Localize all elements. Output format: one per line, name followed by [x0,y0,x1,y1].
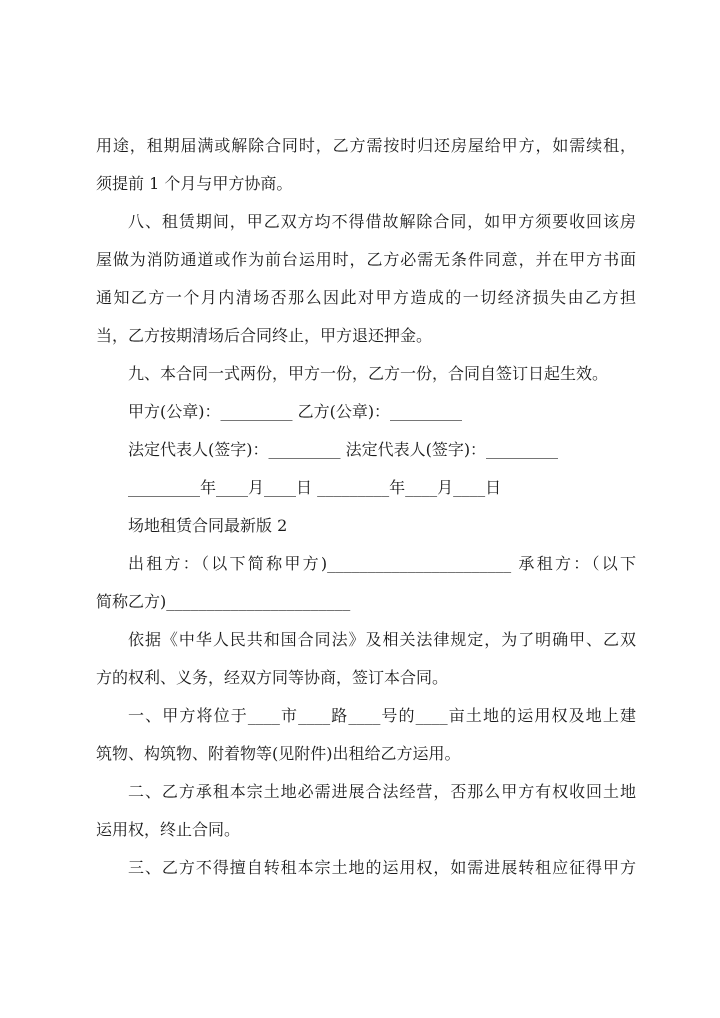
text-line: 三、乙方不得擅自转租本宗土地的运用权，如需进展转租应征得甲方 [128,858,636,877]
text-line: 九、本合同一式两份，甲方一份，乙方一份，合同自签订日起生效。 [128,364,609,383]
text-line: 方的权利、义务，经双方同等协商，签订本合同。 [96,668,449,687]
text-line: 用途，租期届满或解除合同时，乙方需按时归还房屋给甲方，如需续租， [96,136,636,155]
signature-line-seal: 甲方(公章)：_________ 乙方(公章)：_________ [128,402,463,421]
text-line: 当，乙方按期清场后合同终止，甲方退还押金。 [96,326,433,345]
text-line: 运用权，终止合同。 [96,820,241,839]
text-line: 筑物、构筑物、附着物等(见附件)出租给乙方运用。 [96,744,461,763]
text-line: 须提前 1 个月与甲方协商。 [96,174,293,193]
text-line: 屋做为消防通道或作为前台运用时，乙方必需无条件同意，并在甲方书面 [96,250,636,269]
text-line: 依据《中华人民共和国合同法》及相关法律规定，为了明确甲、乙双 [128,630,636,649]
signature-line-date: _________年____月____日 _________年____月____日 [128,478,502,497]
text-line: 二、乙方承租本宗土地必需进展合法经营，否那么甲方有权收回土地 [128,782,636,801]
text-line: 一、甲方将位于____市____路____号的____亩土地的运用权及地上建 [128,706,636,725]
text-line: 八、租赁期间，甲乙双方均不得借故解除合同，如甲方须要收回该房 [128,212,636,231]
text-line: 出租方：（以下简称甲方)_______________________ 承租方：（以下 [128,554,636,573]
signature-line-representative: 法定代表人(签字)：_________ 法定代表人(签字)：_________ [128,440,559,459]
section-heading: 场地租赁合同最新版 2 [128,516,288,535]
text-line: 通知乙方一个月内清场否那么因此对甲方造成的一切经济损失由乙方担 [96,288,636,307]
text-line: 简称乙方)_______________________ [96,592,351,611]
